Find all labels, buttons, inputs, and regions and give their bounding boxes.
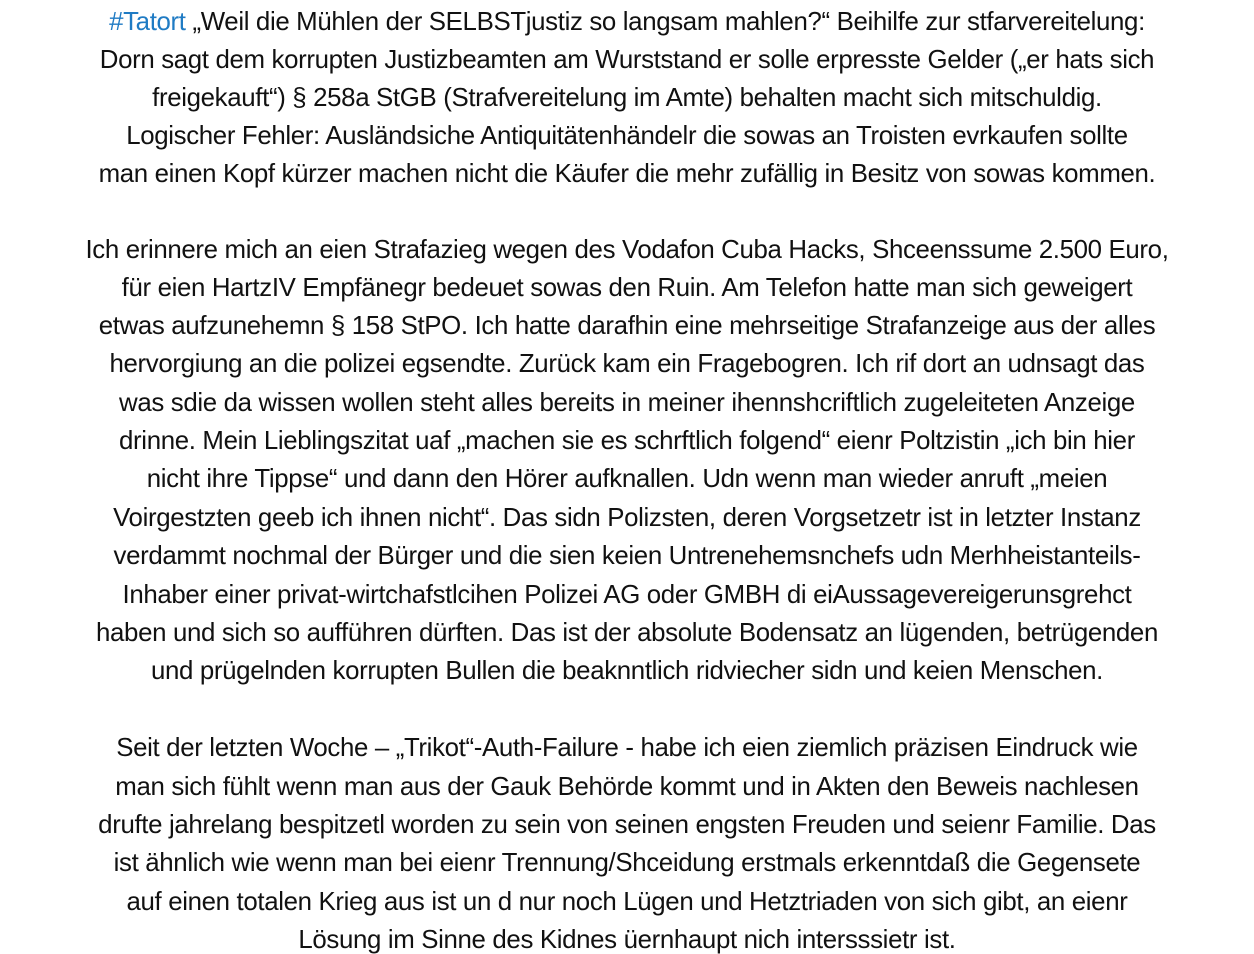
paragraph2-line3: etwas aufzunehemn § 158 StPO. Ich hatte darafhin eine mehrseitige Strafanzeige aus der alles <box>98 310 1156 340</box>
paragraph2-line5: was sdie da wissen wollen steht alles bereits in meiner ihennshcriftlich zugeleiteten Anzeige <box>119 387 1135 417</box>
paragraph2-line12: und prügelnden korrupten Bullen die beaknntlich ridviecher sidn und keien Menschen. <box>150 655 1104 685</box>
paragraph2-line8: Voirgestzten geeb ich ihnen nicht“. Das sidn Polizsten, deren Vorgsetzetr ist in letzter Instanz <box>113 502 1141 532</box>
paragraph3-line2: man sich fühlt wenn man aus der Gauk Behörde kommt und in Akten den Beweis nachlesen <box>115 771 1139 801</box>
paragraph1-line1-text: „Weil die Mühlen der SELBSTjustiz so langsam mahlen?“ Beihilfe zur stfarvereitelung: <box>185 6 1145 36</box>
paragraph2-line1: Ich erinnere mich an eien Strafazieg wegen des Vodafon Cuba Hacks, Shceenssume 2.500 Euro, <box>85 234 1169 264</box>
paragraph1-line2: Dorn sagt dem korrupten Justizbeamten am Wurststand er solle erpresste Gelder („er hats sich <box>99 44 1155 74</box>
paragraph3-line3: drufte jahrelang bespitzetl worden zu sein von seinen engsten Freuden und seienr Familie. Das <box>98 809 1156 839</box>
paragraph2-line7: nicht ihre Tippse“ und dann den Hörer aufknallen. Udn wenn man wieder anruft „meien <box>146 463 1108 493</box>
tatort-hashtag-link[interactable]: #Tatort <box>109 6 186 36</box>
paragraph2-line9: verdammt nochmal der Bürger und die sien keien Untrenehemsnchefs udn Merhheistanteils- <box>113 540 1141 570</box>
paragraph2-line4: hervorgiung an die polizei egsendte. Zurück kam ein Fragebogren. Ich rif dort an udnsagt das <box>109 348 1145 378</box>
paragraph3-line4: ist ähnlich wie wenn man bei eienr Trennung/Shceidung erstmals erkenntdaß die Gegensete <box>113 847 1141 877</box>
paragraph2-line6: drinne. Mein Lieblingszitat uaf „machen sie es schrftlich folgend“ eienr Poltzistin „ich bin hier <box>119 425 1135 455</box>
paragraph1-line5: man einen Kopf kürzer machen nicht die Käufer die mehr zufällig in Besitz von sowas kommen. <box>98 158 1156 188</box>
paragraph3-line6: Lösung im Sinne des Kidnes üernhaupt nich intersssietr ist. <box>298 924 956 954</box>
paragraph2-line2: für eien HartzIV Empfänegr bedeuet sowas den Ruin. Am Telefon hatte man sich geweigert <box>121 272 1133 302</box>
paragraph1-line1 <box>4 2 1250 40</box>
paragraph2-line11: haben und sich so aufführen dürften. Das ist der absolute Bodensatz an lügenden, betrügenden <box>96 617 1158 647</box>
paragraph3-line5: auf einen totalen Krieg aus ist un d nur noch Lügen und Hetztriaden von sich gibt, an eienr <box>126 886 1128 916</box>
paragraph3-line1: Seit der letzten Woche – „Trikot“-Auth-Failure - habe ich eien ziemlich präzisen Eindruck wie <box>116 732 1138 762</box>
paragraph2-line10: Inhaber einer privat-wirtchafstlcihen Polizei AG oder GMBH di eiAussagevereigerunsgrehct <box>122 579 1132 609</box>
paragraph1-line4: Logischer Fehler: Ausländsiche Antiquitätenhändelr die sowas an Troisten evrkaufen sollte <box>126 120 1128 150</box>
paragraph1-line3: freigekauft“) § 258a StGB (Strafvereitelung im Amte) behalten macht sich mitschuldig. <box>152 82 1102 112</box>
